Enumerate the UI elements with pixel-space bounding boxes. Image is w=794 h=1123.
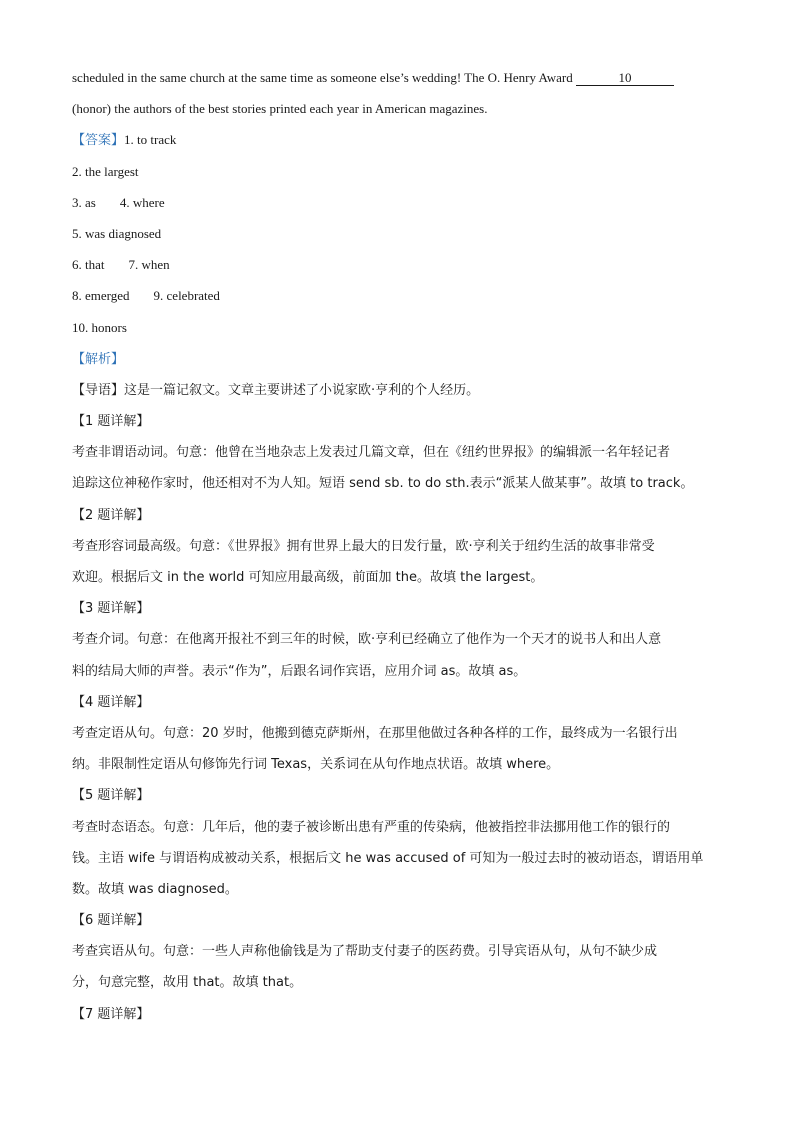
detail-text-line	[72, 842, 722, 873]
answer-8: 8. emerged	[72, 288, 130, 304]
detail-text-line	[72, 935, 722, 966]
answer-tag: 【答案】	[72, 133, 125, 149]
detail-text: 数。故填 was diagnosed。	[72, 881, 238, 897]
detail-tag: 【3 题详解】	[72, 601, 150, 617]
answer-7: 7. when	[128, 257, 170, 273]
detail-text: 纳。非限制性定语从句修饰先行词 Texas，关系词在从句作地点状语。故填 where。	[72, 757, 560, 773]
detail-heading-7	[72, 998, 722, 1029]
detail-tag: 【5 题详解】	[72, 788, 150, 804]
analysis-tag: 【解析】	[72, 351, 125, 367]
detail-heading-6	[72, 904, 722, 935]
detail-heading-1	[72, 405, 722, 436]
intro-text: 这是一篇记叙文。文章主要讲述了小说家欧·亨利的个人经历。	[124, 382, 480, 398]
detail-text: 考查介词。句意：在他离开报社不到三年的时候，欧·亨利已经确立了他作为一个天才的说书人和出人意	[72, 632, 662, 648]
answer-line-1	[72, 124, 722, 155]
passage-text-2: (honor) the authors of the best stories printed each year in American magazines.	[72, 101, 488, 117]
answer-9: 9. celebrated	[153, 288, 220, 304]
answer-line-2	[72, 156, 722, 187]
passage-line-2	[72, 93, 722, 124]
detail-text-line	[72, 717, 722, 748]
detail-text-line	[72, 623, 722, 654]
detail-heading-5	[72, 779, 722, 810]
detail-text-line	[72, 655, 722, 686]
detail-tag: 【2 题详解】	[72, 507, 150, 523]
answer-10: 10. honors	[72, 319, 127, 335]
detail-text: 考查宾语从句。句意：一些人声称他偷钱是为了帮助支付妻子的医药费。引导宾语从句，从句不缺少成	[72, 944, 658, 960]
detail-text-line	[72, 748, 722, 779]
passage-line-1	[72, 62, 722, 93]
analysis-heading	[72, 343, 722, 374]
answer-4: 4. where	[119, 194, 165, 210]
document-page	[72, 62, 722, 1029]
detail-heading-3	[72, 592, 722, 623]
detail-text: 考查非谓语动词。句意：他曾在当地杂志上发表过几篇文章，但在《纽约世界报》的编辑派一名年轻记者	[72, 445, 671, 461]
detail-text: 料的结局大师的声誉。表示“作为”，后跟名词作宾语，应用介词 as。故填 as。	[72, 663, 527, 679]
detail-text-line	[72, 561, 722, 592]
detail-text-line	[72, 530, 722, 561]
detail-tag: 【1 题详解】	[72, 414, 150, 430]
detail-text: 考查形容词最高级。句意：《世界报》拥有世界上最大的日发行量，欧·亨利关于纽约生活的故事非常受	[72, 538, 655, 554]
detail-text-line	[72, 811, 722, 842]
answer-line-3	[72, 187, 722, 218]
detail-text-line	[72, 467, 722, 498]
detail-text-line	[72, 436, 722, 467]
intro-line	[72, 374, 722, 405]
blank-10: 10	[576, 70, 674, 86]
answer-line-7	[72, 312, 722, 343]
detail-text: 钱。主语 wife 与谓语构成被动关系，根据后文 he was accused of 可知为一般过去时的被动语态，谓语用单	[72, 850, 704, 866]
answer-line-4	[72, 218, 722, 249]
detail-tag: 【7 题详解】	[72, 1006, 150, 1022]
answer-line-6	[72, 280, 722, 311]
detail-text: 考查时态语态。句意：几年后，他的妻子被诊断出患有严重的传染病，他被指控非法挪用他工作的银行的	[72, 819, 671, 835]
detail-text: 考查定语从句。句意：20 岁时，他搬到德克萨斯州，在那里他做过各种各样的工作，最终成为一名银行出	[72, 725, 678, 741]
answer-6: 6. that	[72, 257, 105, 273]
answer-line-5	[72, 249, 722, 280]
detail-text-line	[72, 966, 722, 997]
answer-1: 1. to track	[124, 132, 177, 148]
detail-text: 欢迎。根据后文 in the world 可知应用最高级，前面加 the。故填 the largest。	[72, 570, 544, 585]
answer-3: 3. as	[72, 194, 96, 210]
detail-heading-4	[72, 686, 722, 717]
detail-sections	[72, 405, 722, 1029]
detail-heading-2	[72, 499, 722, 530]
detail-tag: 【6 题详解】	[72, 913, 150, 929]
detail-tag: 【4 题详解】	[72, 694, 150, 710]
detail-text-line	[72, 873, 722, 904]
answer-2: 2. the largest	[72, 163, 139, 179]
detail-text: 追踪这位神秘作家时，他还相对不为人知。短语 send sb. to do sth.表示“派某人做某事”。故填 to track。	[72, 476, 694, 492]
answer-5: 5. was diagnosed	[72, 225, 162, 241]
detail-text: 分，句意完整，故用 that。故填 that。	[72, 975, 303, 991]
passage-text-1: scheduled in the same church at the same time as someone else’s wedding! The O. Henry Award	[72, 70, 576, 85]
intro-tag: 【导语】	[72, 382, 125, 398]
